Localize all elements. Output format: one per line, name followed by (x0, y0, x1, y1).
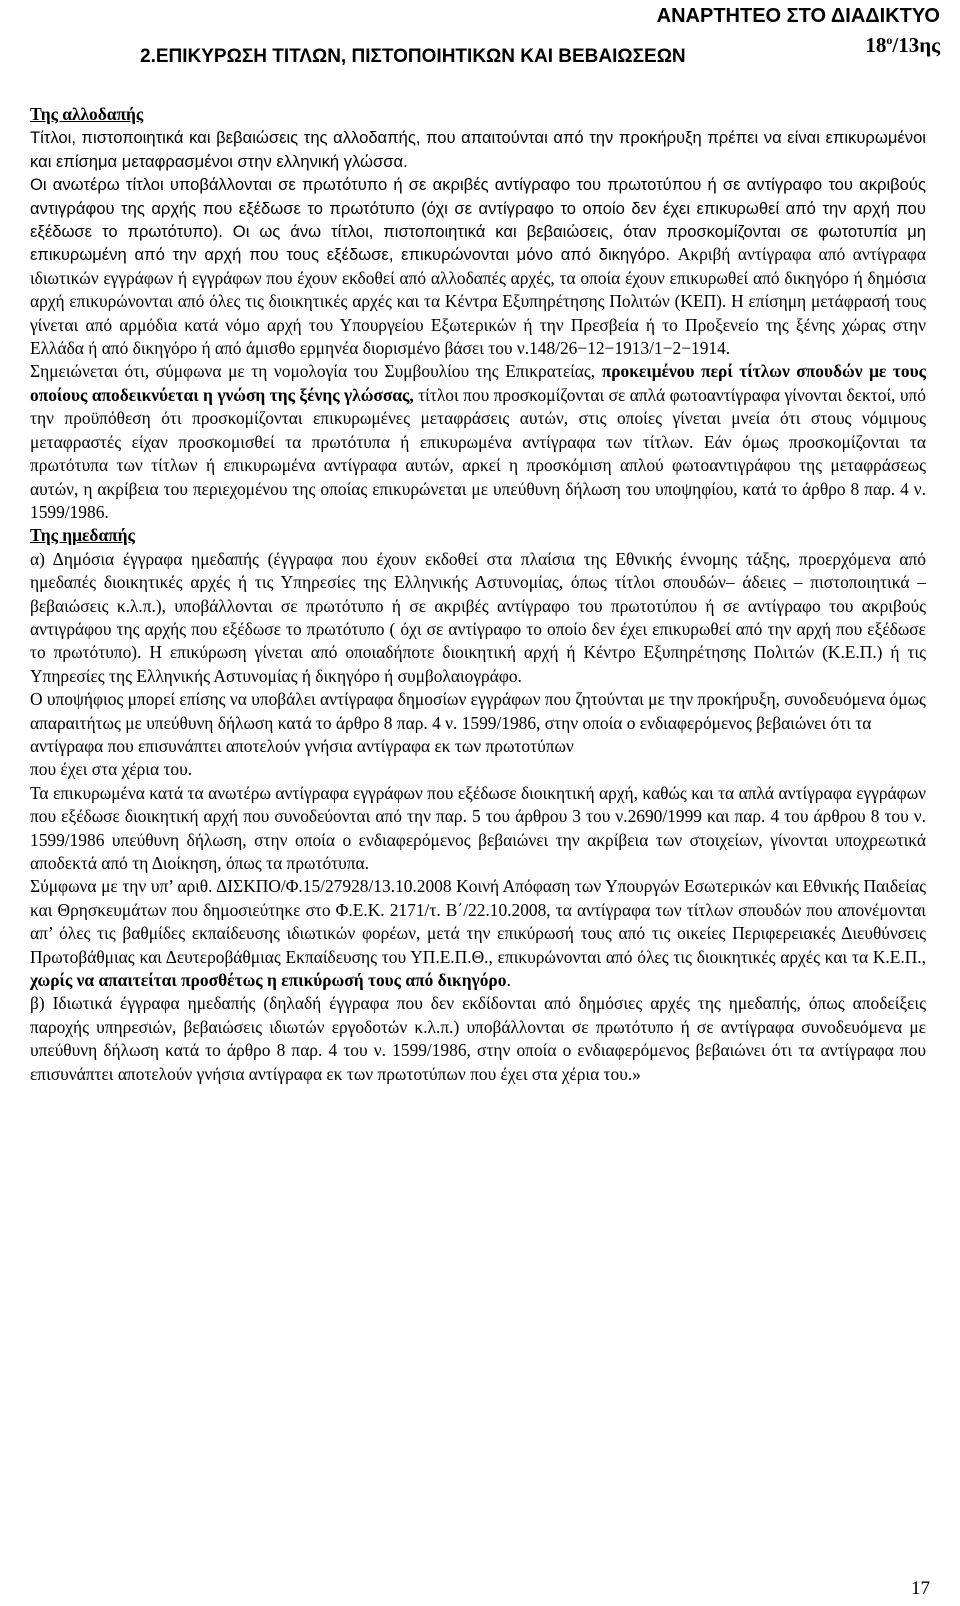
publication-stamp (657, 4, 940, 57)
stamp-number: 18 (865, 33, 887, 57)
document-body (30, 103, 926, 1086)
foreign-p4-pre: Σημειώνεται ότι, σύμφωνα με τη νομολογία του Συμβουλίου της Επικρατείας, (30, 361, 602, 382)
foreign-paragraph-1: Τίτλοι, πιστοποιητικά και βεβαιώσεις της αλλοδαπής, που απαιτούνται από την προκήρυξη πρέπει να είναι επικυρωμένοι και επίσημα μεταφρασμένοι στην ελληνική γλώσσα. (30, 128, 926, 171)
stamp-line-2 (657, 28, 940, 57)
section-title: 2.ΕΠΙΚΥΡΩΣΗ ΤΙΤΛΩΝ, ΠΙΣΤΟΠΟΙΗΤΙΚΩΝ ΚΑΙ ΒΕΒΑΙΩΣΕΩΝ (140, 46, 686, 67)
domestic-paragraph-4: Τα επικυρωμένα κατά τα ανωτέρω αντίγραφα εγγράφων που εξέδωσε διοικητική αρχή, καθώς και τα απλά αντίγραφα εγγράφων που εξέδωσε διοικητική αρχή που συνοδεύονται από την παρ. 5 του άρθρου 3 του ν.2690/1999 και παρ. 4 του άρθρου 8 του ν. 1599/1986 υπεύθυνη δήλωση, στην οποία ο ενδιαφερόμενος βεβαιώνει την ακρίβεια των στοιχείων, γίνονται υποχρεωτικά αποδεκτά από τη Διοίκηση, όπως τα πρωτότυπα. (30, 782, 926, 873)
domestic-p5-post: . (506, 970, 511, 991)
domestic-paragraph-3: που έχει στα χέρια του. (30, 759, 193, 780)
domestic-p5-bold: χωρίς να απαιτείται προσθέτως η επικύρωσή τους από δικηγόρο (30, 970, 507, 991)
stamp-suffix: /13ης (892, 33, 940, 57)
foreign-paragraph-2-text: Οι ανωτέρω τίτλοι υποβάλλονται σε πρωτότυπο ή σε ακριβές αντίγραφο του πρωτοτύπου ή σε αντίγραφο του ακριβούς αντιγράφου της αρχής που εξέδωσε το πρωτότυπο (όχι σε αντίγραφο το οποίο δεν έχει επικυρωθεί από την αρχή που εξέδωσε το πρωτότυπο). Οι ως άνω τίτλοι, πιστοποιητικά και βεβαιώσεις, όταν προσκομίζονται σε φωτοτυπία μη επικυρωμένη από την αρχή που τους εξέδωσε, επικυρώνονται μόνο από δικηγόρο. (30, 175, 926, 265)
foreign-paragraph-4 (30, 360, 926, 524)
domestic-paragraph-2: Ο υποψήφιος μπορεί επίσης να υποβάλει αντίγραφα δημοσίων εγγράφων που ζητούνται με την προκήρυξη, συνοδευόμενα όμως απαραιτήτως με υπεύθυνη δήλωση κατά το άρθρο 8 παρ. 4 ν. 1599/1986, στην οποία ο ενδιαφερόμενος βεβαιώνει ότι τα αντίγραφα που επισυνάπτει αποτελούν γνήσια αντίγραφα εκ των πρωτοτύπων (30, 689, 926, 756)
page-number: 17 (911, 1578, 930, 1599)
foreign-p4-post: τίτλοι που προσκομίζονται σε απλά φωτοαντίγραφα γίνονται δεκτοί, υπό την προϋπόθεση ότι προσκομίζονται επικυρωμένες μεταφράσεις αυτών, στις οποίες γίνεται μνεία ότι στους νόμιμους μεταφραστές είχαν προσκομισθεί τα πρωτότυπα ή επικυρωμένα αντίγραφα των τίτλων. Εάν όμως προσκομίζονται τα πρωτότυπα των τίτλων ή επικυρωμένα αντίγραφα αυτών, αρκεί η προσκόμιση απλού φωτοαντιγράφου της μεταφράσεως αυτών, η ακρίβεια του περιεχομένου της οποίας επικυρώνεται με υπεύθυνη δήλωση του υποψηφίου, κατά το άρθρο 8 παρ. 4 ν. 1599/1986. (30, 384, 926, 522)
foreign-paragraph-2 (30, 173, 926, 360)
stamp-superscript: ο (886, 33, 893, 47)
foreign-p4-bold: προκειμένου περί τίτλων σπουδών με τους οποίους αποδεικνύεται η γνώση της ξένης γλώσσας, (30, 361, 926, 405)
domestic-p5-pre: Σύμφωνα με την υπ’ αριθ. ΔΙΣΚΠΟ/Φ.15/27928/13.10.2008 Κοινή Απόφαση των Υπουργών Εσωτερικών και Εθνικής Παιδείας και Θρησκευμάτων που δημοσιεύτηκε στο Φ.Ε.Κ. 2171/τ. Β΄/22.10.2008, τα αντίγραφα των τίτλων σπουδών που απονέμονται απ’ όλες τις βαθμίδες εκπαίδευσης ιδιωτικών φορέων, μετά την επικύρωσή τους από τις οικείες Περιφερειακές Διευθύνσεις Πρωτοβάθμιας και Δευτεροβάθμιας Εκπαίδευσης του ΥΠ.Ε.Π.Θ., επικυρώνονται από όλες τις διοικητικές αρχές και τα Κ.Ε.Π., (30, 876, 926, 967)
stamp-line-1: ΑΝΑΡΤΗΤΕΟ ΣΤΟ ΔΙΑΔΙΚΤΥΟ (656, 5, 940, 27)
foreign-paragraph-3-text: Ακριβή αντίγραφα από αντίγραφα ιδιωτικών εγγράφων ή εγγράφων που έχουν εκδοθεί από αλλοδαπές αρχές, τα οποία έχουν επικυρωθεί από δικηγόρο ή δημόσια αρχή επικυρώνονται από όλες τις διοικητικές αρχές και τα Κέντρα Εξυπηρέτησης Πολιτών (ΚΕΠ). Η επίσημη μετάφρασή τους γίνεται από αρμόδια κατά νόμο αρχή του Υπουργείου Εξωτερικών ή την Πρεσβεία ή το Προξενείο της ξένης χώρας στην Ελλάδα ή από δικηγόρο ή από άμισθο ερμηνέα διορισμένο βάσει του ν.148/26−12−1913/1−2−1914. (30, 244, 926, 359)
domestic-paragraph-5 (30, 875, 926, 992)
foreign-heading: Της αλλοδαπής (30, 104, 144, 124)
domestic-paragraph-1: α) Δημόσια έγγραφα ημεδαπής (έγγραφα που έχουν εκδοθεί στα πλαίσια της Εθνικής έννομης τάξης, προερχόμενα από ημεδαπές διοικητικές αρχές ή τις Υπηρεσίες της Ελληνικής Αστυνομίας, όπως τίτλοι σπουδών– άδειες – πιστοποιητικά – βεβαιώσεις κ.λ.π.), υποβάλλονται σε πρωτότυπο ή σε ακριβές αντίγραφο του πρωτοτύπου ή σε αντίγραφο του ακριβούς αντιγράφου της αρχής που εξέδωσε το πρωτότυπο ( όχι σε αντίγραφο το οποίο δεν έχει επικυρωθεί από την αρχή που εξέδωσε το πρωτότυπο). Η επικύρωση γίνεται από οποιαδήποτε διοικητική αρχή ή Κέντρο Εξυπηρέτησης Πολιτών (Κ.Ε.Π.) ή τις Υπηρεσίες της Ελληνικής Αστυνομίας ή δικηγόρο ή συμβολαιογράφο. (30, 548, 926, 686)
domestic-heading: Της ημεδαπής (30, 525, 135, 546)
domestic-paragraph-6: β) Ιδιωτικά έγγραφα ημεδαπής (δηλαδή έγγραφα που δεν εκδίδονται από δημόσιες αρχές της ημεδαπής, όπως αποδείξεις παροχής υπηρεσιών, βεβαιώσεις ιδιωτών εργοδοτών κ.λ.π.) υποβάλλονται σε πρωτότυπο ή σε αντίγραφα συνοδευόμενα με υπεύθυνη δήλωση κατά το άρθρο 8 παρ. 4 του ν. 1599/1986, στην οποία ο ενδιαφερόμενος βεβαιώνει ότι τα αντίγραφα που επισυνάπτει αποτελούν γνήσια αντίγραφα εκ των πρωτοτύπων που έχει στα χέρια του.» (30, 993, 926, 1084)
